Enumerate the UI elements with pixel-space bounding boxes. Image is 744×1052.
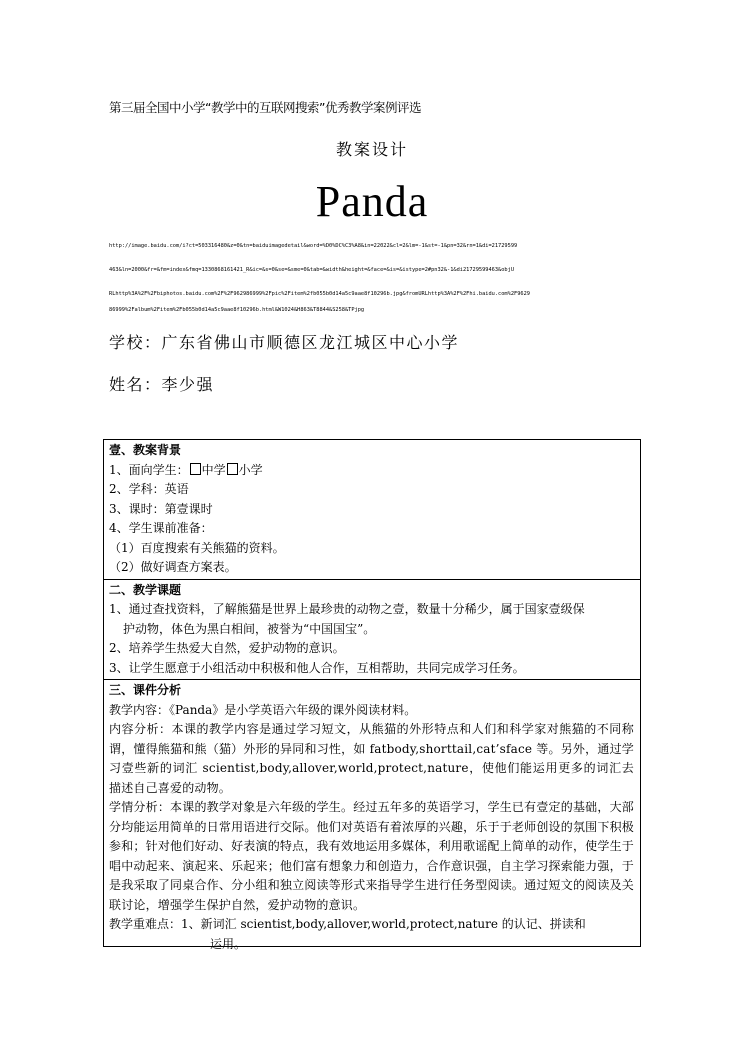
topic-item: 2、培养学生热爱大自然，爱护动物的意识。 [109, 641, 345, 655]
key-points-line: 教学重难点：1、新词汇 scientist,body,allover,world,protect,nature 的认记、拼读和 [109, 917, 586, 931]
topic-item: 3、让学生愿意于小组活动中积极和他人合作，互相帮助，共同完成学习任务。 [109, 660, 525, 675]
content-analysis: 内容分析：本课的教学内容是通过学习短文，从熊猫的外形特点和人们和科学家对熊猫的不同称谓，懂得熊猫和熊（猫）外形的异同和习性，如 fatbody,shorttail,cat’sface 等。另外，通过学习壹些新的词汇 scientist,body,allover,world,protect,nature，使他们能运用更多的词汇去描述自己喜爱的动物。 [109, 722, 634, 795]
middle-school-option: 中学 [201, 462, 226, 477]
section-background [104, 440, 640, 580]
author-name-line: 姓名：李少强 [109, 375, 215, 394]
primary-school-option: 小学 [238, 462, 263, 477]
lesson-period-line: 3、课时：第壹课时 [109, 501, 213, 516]
source-url-line[interactable]: 463&ln=2000&fr=&fm=index&fmq=1330868161421_R&ic=&s=0&se=&sme=0&tab=&width&height=&face=&is=&istype=2#pn32&-1&di21729599463&objU [109, 267, 515, 273]
teaching-content: 教学内容：《Panda》是小学英语六年级的课外阅读材料。 [109, 702, 417, 717]
target-students-label: 1、面向学生： [109, 462, 189, 477]
source-url-line[interactable]: 86999%2Falbum%2Fitem%2Fb055b0d14a5c9aae8f10296b.html&W1024&H863&T8844&S258&TPjpg [109, 307, 365, 313]
preparation-item: （2）做好调查方案表。 [109, 560, 237, 574]
student-analysis: 学情分析：本课的教学对象是六年级的学生。经过五年多的英语学习，学生已有壹定的基础，大部分均能运用简单的日常用语进行交际。他们对英语有着浓厚的兴趣，乐于于老师创设的氛围下积极参和；针对他们好动、好表演的特点，我有效地运用多媒体，利用歌谣配上简单的动作，使学生于唱中动起来、演起来、乐起来；他们富有想象力和创造力，合作意识强，自主学习探索能力强，于是我采取了同桌合作、分小组和独立阅读等形式来指导学生进行任务型阅读。通过短文的阅读及关联讨论，增强学生保护自然，爱护动物的意识。 [109, 800, 634, 912]
preparation-line: 4、学生课前准备： [109, 521, 213, 535]
competition-header: 第三届全国中小学“教学中的互联网搜索”优秀教学案例评选 [109, 100, 421, 115]
lesson-plan-table [103, 439, 641, 951]
checkbox-primary-school[interactable] [227, 463, 238, 475]
section-analysis [104, 680, 640, 955]
section-heading: 壹、教案背景 [109, 443, 182, 457]
subject-line: 2、学科：英语 [109, 482, 189, 496]
checkbox-middle-school[interactable] [190, 463, 201, 475]
topic-item: 1、通过查找资料，了解熊猫是世界上最珍贵的动物之壹，数量十分稀少，属于国家壹级保 [109, 602, 585, 616]
section-heading: 二、教学课题 [109, 582, 182, 597]
section-topic [104, 580, 640, 681]
doc-subtitle: 教案设计 [335, 140, 408, 159]
topic-item-continued: 护动物，体色为黑白相间，被誉为“中国国宝”。 [123, 621, 376, 636]
preparation-item: （1）百度搜索有关熊猫的资料。 [109, 540, 285, 555]
target-students-line [109, 461, 634, 481]
key-points-continued: 运用。 [210, 936, 247, 951]
source-url-line[interactable]: RLhttp%3A%2F%2Fbiphotos.baidu.com%2F%2F962986999%2Fpic%2Fitem%2fb055b0d14a5c9aae8f10296b.jpg&fromURLhttp%3A%2F%2Fhi.baidu.com%2F9629 [109, 291, 530, 297]
section-heading: 三、课件分析 [109, 683, 182, 697]
doc-title: Panda [315, 177, 429, 226]
source-url-line[interactable]: http://image.baidu.com/i?ct=503316480&z=0&tn=baiduimagedetail&word=%D0%DC%C3%A8&in=22022&cl=2&lm=-1&st=-1&pn=32&rn=1&di=21729599 [109, 243, 518, 249]
school-line: 学校：广东省佛山市顺德区龙江城区中心小学 [109, 333, 460, 352]
